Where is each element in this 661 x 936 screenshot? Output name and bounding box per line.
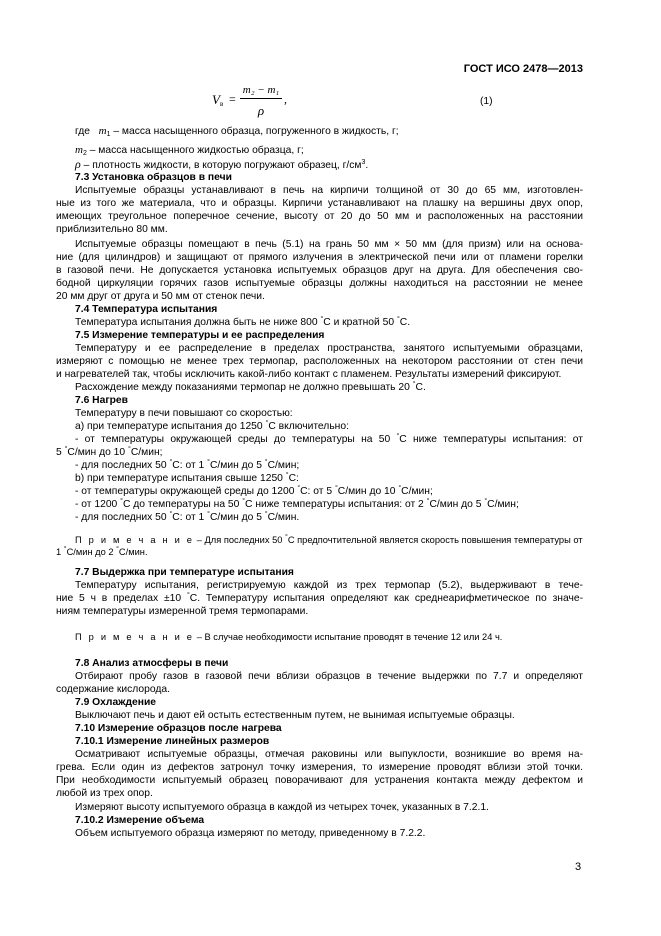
paragraph-line: Температуру в печи повышают со скоростью: bbox=[75, 408, 293, 419]
paragraph-line: ние 5 ч в пределах ±10 °C. Температуру испытания определяют как среднеарифметическое по значе- bbox=[56, 592, 583, 604]
list-item-b: b) при температуре испытания свыше 1250 °C: bbox=[75, 472, 299, 484]
paragraph-line: ные из того же материала, что и образцы. Кирпичи устанавливают на плашку на вершины двух опор, bbox=[56, 198, 583, 209]
list-item-a: a) при температуре испытания до 1250 °C включительно: bbox=[75, 420, 349, 432]
paragraph-line: содержание кислорода. bbox=[56, 684, 170, 695]
section-7-10-2-heading: 7.10.2 Измерение объема bbox=[75, 815, 205, 826]
note-7-6: П р и м е ч а н и е – Для последних 50 °C предпочтительной является скорость повышения температуры от bbox=[75, 534, 583, 545]
section-7-10-1-heading: 7.10.1 Измерение линейных размеров bbox=[75, 736, 270, 747]
paragraph-line: Отбирают пробу газов в газовой печи вблизи образцов в течение выдержки по 7.7 и определяют bbox=[75, 671, 583, 682]
formula-lhs: $V_в$ bbox=[212, 92, 224, 108]
paragraph-line: ниям температуры измеренной тремя термопарами. bbox=[56, 606, 309, 617]
paragraph-line: любой из трех опор. bbox=[56, 788, 153, 799]
where-line-m2: $m_2$ – масса насыщенного жидкостью образца, г; bbox=[75, 144, 304, 157]
paragraph-line: грева. Если один из дефектов затронул точку измерения, то измерение проводят вблизи этой точки. bbox=[56, 762, 583, 773]
paragraph-line: Температуру испытания, регистрируемую каждой из трех термопар (5.2), выдерживают в тече- bbox=[75, 580, 583, 591]
paragraph-line: бодной циркуляции горячих газов испытуемые образцы должны находиться на расстоянии не менее bbox=[56, 278, 583, 289]
formula-equals: = bbox=[229, 92, 236, 106]
list-item: - от температуры окружающей среды до 1200 °C: от 5 °C/мин до 10 °C/мин; bbox=[75, 485, 433, 497]
list-item: - от 1200 °C до температуры на 50 °C ниже температуры испытания: от 2 °C/мин до 5 °C/мин; bbox=[75, 498, 519, 510]
list-item: - от температуры окружающей среды до температуры на 50 °C ниже температуры испытания: от bbox=[75, 433, 583, 445]
paragraph-line: ние (для цилиндров) и защищают от прямого излучения в электрической печи или от пламени горелки bbox=[56, 252, 583, 263]
paragraph-line: Выключают печь и дают ей остыть естественным путем, не вынимая испытуемые образцы. bbox=[75, 710, 515, 721]
paragraph-line: измеряют с помощью не менее трех термопар, расположенных на некотором расстоянии от стен печи bbox=[56, 356, 583, 367]
section-7-9-heading: 7.9 Охлаждение bbox=[75, 697, 157, 708]
paragraph-line: Температуру и ее распределение в пределах пространства, занятого испытуемыми образцами, bbox=[75, 343, 583, 354]
paragraph-line: и нагревателей так, чтобы исключить какой-либо контакт с пламенем. Результаты измерений фиксируют. bbox=[56, 369, 562, 380]
section-7-5-heading: 7.5 Измерение температуры и ее распределения bbox=[75, 330, 325, 341]
note-7-7: П р и м е ч а н и е – В случае необходимости испытание проводят в течение 12 или 24 ч. bbox=[75, 632, 503, 642]
page-number: 3 bbox=[575, 861, 582, 873]
formula-denominator: ρ bbox=[257, 103, 265, 118]
paragraph-line: 20 мм друг от друга и 50 мм от стенок печи. bbox=[56, 291, 265, 302]
paragraph-line: Температура испытания должна быть не ниже 800 °C и кратной 50 °C. bbox=[75, 316, 411, 328]
fraction-bar bbox=[240, 98, 282, 99]
paragraph-line: Испытуемые образцы устанавливают в печь на кирпичи толщиной от 30 до 65 мм, изготовлен- bbox=[75, 185, 583, 196]
paragraph-line: Расхождение между показаниями термопар не должно превышать 20 °C. bbox=[75, 381, 426, 393]
list-item: - для последних 50 °C: от 1 °C/мин до 5 °C/мин. bbox=[75, 511, 300, 523]
section-7-10-heading: 7.10 Измерение образцов после нагрева bbox=[75, 723, 282, 734]
standard-designation: ГОСТ ИСО 2478—2013 bbox=[463, 63, 583, 75]
section-7-8-heading: 7.8 Анализ атмосферы в печи bbox=[75, 658, 229, 669]
paragraph-line: При необходимости испытуемый образец поворачивают для устранения контакта между дефектом и bbox=[56, 775, 583, 786]
formula-numerator: m₂ − m₁ bbox=[242, 84, 280, 96]
formula-comma: , bbox=[284, 92, 287, 106]
paragraph-line: имеющих треугольное поперечное сечение, высоту от 20 до 50 мм и расположенных на расстоянии bbox=[56, 211, 583, 222]
paragraph-line: Осматривают испытуемые образцы, отмечая раковины или выпуклости, возникшие во время на- bbox=[75, 749, 583, 760]
paragraph-line: приблизительно 80 мм. bbox=[56, 224, 168, 235]
paragraph-line: в газовой печи. Не допускается установка испытуемых образцов друг на друга. Для обеспечения сво- bbox=[56, 265, 583, 276]
paragraph-line: Измеряют высоту испытуемого образца в каждой из четырех точек, указанных в 7.2.1. bbox=[75, 802, 489, 813]
section-7-3-heading: 7.3 Установка образцов в печи bbox=[75, 172, 232, 183]
paragraph-line: Объем испытуемого образца измеряют по методу, приведенному в 7.2.2. bbox=[75, 828, 426, 839]
where-line-m1: где $m_1$ – масса насыщенного образца, погруженного в жидкость, г; bbox=[75, 125, 399, 138]
note-7-6-continuation: 1 °C/мин до 2 °C/мин. bbox=[56, 546, 148, 557]
section-7-7-heading: 7.7 Выдержка при температуре испытания bbox=[75, 567, 294, 578]
list-item-continuation: 5 °C/мин до 10 °C/мин; bbox=[56, 446, 163, 458]
list-item: - для последних 50 °C: от 1 °C/мин до 5 °C/мин; bbox=[75, 459, 300, 471]
formula-number: (1) bbox=[480, 96, 493, 107]
section-7-4-heading: 7.4 Температура испытания bbox=[75, 304, 218, 315]
where-line-rho: ρ – плотность жидкости, в которую погружают образец, $г/см^3$. bbox=[75, 157, 369, 171]
section-7-6-heading: 7.6 Нагрев bbox=[75, 395, 128, 406]
paragraph-line: Испытуемые образцы помещают в печь (5.1) на грань 50 мм × 50 мм (для призм) или на основа- bbox=[75, 239, 583, 250]
